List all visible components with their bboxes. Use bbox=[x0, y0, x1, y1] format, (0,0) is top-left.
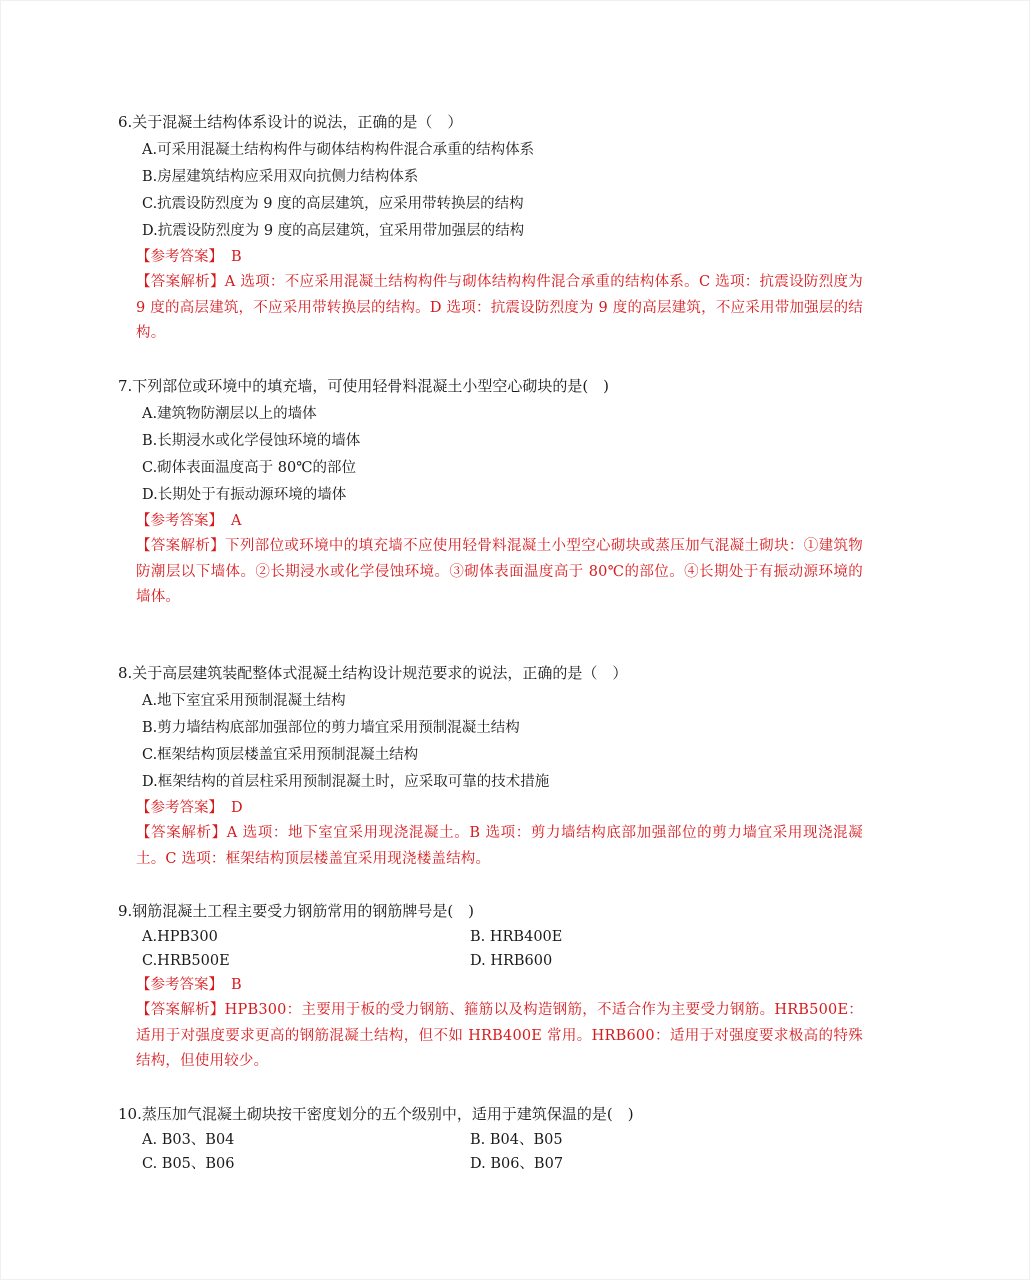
option-b: B.房屋建筑结构应采用双向抗侧力结构体系 bbox=[142, 169, 419, 185]
option-a: A.地下室宜采用预制混凝土结构 bbox=[142, 693, 346, 709]
option-b: B. HRB400E bbox=[470, 929, 563, 945]
analysis-text: A 选项：不应采用混凝土结构构件与砌体结构构件混合承重的结构体系。C 选项：抗震设防烈度为 9 度的高层建筑，不应采用带转换层的结构。D 选项：抗震设防烈度为 9 度的高层建筑，不应采用带加强层的结构。 bbox=[136, 274, 863, 341]
option-c: C. B05、B06 bbox=[142, 1156, 235, 1172]
analysis-tag: 【答案解析】 bbox=[136, 274, 225, 290]
option-b: B.剪力墙结构底部加强部位的剪力墙宜采用预制混凝土结构 bbox=[142, 720, 520, 736]
option-c: C.砌体表面温度高于 80℃的部位 bbox=[142, 460, 356, 476]
answer-tag: 【参考答案】 bbox=[136, 800, 223, 816]
question-stem: 9.钢筋混凝土工程主要受力钢筋常用的钢筋牌号是( ) bbox=[118, 902, 475, 920]
answer-analysis bbox=[118, 270, 863, 347]
answer-value: B bbox=[231, 977, 242, 993]
option-a: A. B03、B04 bbox=[142, 1132, 235, 1148]
option-c: C.框架结构顶层楼盖宜采用预制混凝土结构 bbox=[142, 747, 419, 763]
analysis-tag: 【答案解析】 bbox=[136, 825, 227, 841]
option-b: B.长期浸水或化学侵蚀环境的墙体 bbox=[142, 433, 361, 449]
question-stem: 8.关于高层建筑装配整体式混凝土结构设计规范要求的说法，正确的是（ ） bbox=[118, 664, 628, 682]
question-8 bbox=[118, 662, 863, 872]
option-c: C.抗震设防烈度为 9 度的高层建筑，应采用带转换层的结构 bbox=[142, 196, 524, 212]
question-9 bbox=[118, 900, 863, 1075]
option-d: D. B06、B07 bbox=[470, 1156, 564, 1172]
question-stem: 7.下列部位或环境中的填充墙，可使用轻骨料混凝土小型空心砌块的是( ) bbox=[118, 377, 610, 395]
analysis-tag: 【答案解析】 bbox=[136, 538, 226, 554]
answer-value: B bbox=[231, 249, 242, 265]
question-stem: 10.蒸压加气混凝土砌块按干密度划分的五个级别中，适用于建筑保温的是( ) bbox=[118, 1105, 634, 1123]
option-d: D. HRB600 bbox=[470, 953, 553, 969]
options-grid bbox=[118, 925, 863, 973]
option-a: A.HPB300 bbox=[142, 929, 218, 945]
analysis-text: A 选项：地下室宜采用现浇混凝土。B 选项：剪力墙结构底部加强部位的剪力墙宜采用现浇混凝土。C 选项：框架结构顶层楼盖宜采用现浇楼盖结构。 bbox=[136, 825, 863, 867]
option-a: A.建筑物防潮层以上的墙体 bbox=[142, 406, 317, 422]
analysis-text: HPB300：主要用于板的受力钢筋、箍筋以及构造钢筋，不适合作为主要受力钢筋。HRB500E：适用于对强度要求更高的钢筋混凝土结构，但不如 HRB400E 常用。HRB600：适用于对强度要求极高的特殊结构，但使用较少。 bbox=[136, 1002, 864, 1069]
answer-value: D bbox=[231, 800, 243, 816]
option-d: D.框架结构的首层柱采用预制混凝土时，应采取可靠的技术措施 bbox=[142, 774, 550, 790]
option-d: D.抗震设防烈度为 9 度的高层建筑，宜采用带加强层的结构 bbox=[142, 223, 525, 239]
option-c: C.HRB500E bbox=[142, 953, 230, 969]
answer-analysis bbox=[118, 998, 863, 1075]
answer-value: A bbox=[231, 513, 242, 529]
answer-tag: 【参考答案】 bbox=[136, 249, 223, 265]
question-stem: 6.关于混凝土结构体系设计的说法，正确的是（ ） bbox=[118, 113, 463, 131]
reference-answer bbox=[118, 796, 863, 821]
options-grid bbox=[118, 1128, 863, 1176]
reference-answer bbox=[118, 509, 863, 534]
option-a: A.可采用混凝土结构构件与砌体结构构件混合承重的结构体系 bbox=[142, 142, 535, 158]
answer-analysis bbox=[118, 821, 863, 872]
question-6 bbox=[118, 111, 863, 347]
option-b: B. B04、B05 bbox=[470, 1132, 563, 1148]
analysis-tag: 【答案解析】 bbox=[136, 1002, 225, 1018]
answer-tag: 【参考答案】 bbox=[136, 513, 223, 529]
answer-analysis bbox=[118, 534, 863, 611]
option-d: D.长期处于有振动源环境的墙体 bbox=[142, 487, 347, 503]
reference-answer bbox=[118, 245, 863, 270]
question-7 bbox=[118, 375, 863, 611]
analysis-text: 下列部位或环境中的填充墙不应使用轻骨料混凝土小型空心砌块或蒸压加气混凝土砌块：①建筑物防潮层以下墙体。②长期浸水或化学侵蚀环境。③砌体表面温度高于 80℃的部位。④长期处于有振动源环境的墙体。 bbox=[136, 538, 863, 605]
answer-tag: 【参考答案】 bbox=[136, 977, 223, 993]
reference-answer bbox=[118, 973, 863, 998]
question-10 bbox=[118, 1103, 863, 1176]
